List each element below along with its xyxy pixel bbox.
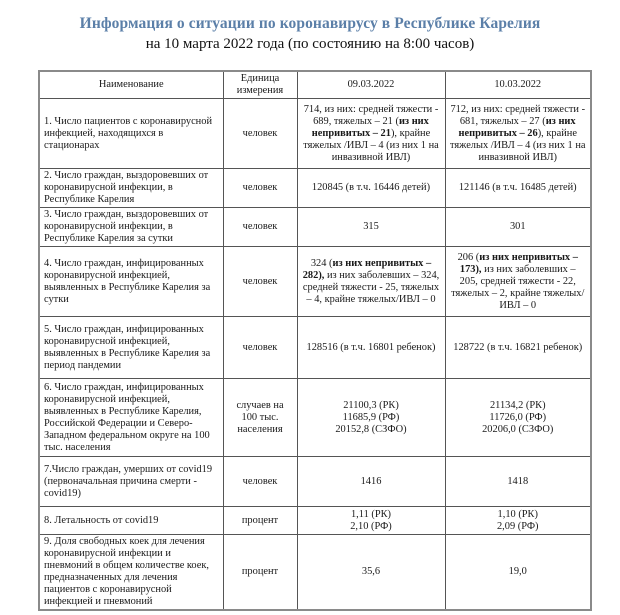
row-value-date-1: 1416 [297,457,445,507]
row-value-date-2: 19,0 [445,535,591,611]
table-row [39,169,591,208]
row-name: 3. Число граждан, выздоровевших от коронавирусной инфекции, в Республике Карелия за сутки [39,208,223,247]
row-unit: человек [223,247,297,317]
row-unit: человек [223,317,297,379]
row-value-date-2: 1418 [445,457,591,507]
document-subtitle: на 10 марта 2022 года (по состоянию на 8:00 часов) [145,36,475,52]
table-row [39,379,591,457]
row-unit: процент [223,507,297,535]
row-value-date-2: 121146 (в т.ч. 16485 детей) [445,169,591,208]
row-value-date-2: 301 [445,208,591,247]
header-date-1: 09.03.2022 [297,71,445,99]
document-title: Информация о ситуации по коронавирусу в Республике Карелия [79,15,541,32]
table-header-row [39,71,591,99]
table-row [39,247,591,317]
row-unit: случаев на 100 тыс. населения [223,379,297,457]
row-unit: человек [223,208,297,247]
header-name: Наименование [39,71,223,99]
table-row [39,317,591,379]
row-name: 6. Число граждан, инфицированных коронавирусной инфекцией, выявленных в Республике Карелия, Российской Федерации и Северо-Западном федеральном округе на 100 тыс. населения [39,379,223,457]
row-value-date-1: 21100,3 (РК) 11685,9 (РФ) 20152,8 (СЗФО) [297,379,445,457]
row-name: 5. Число граждан, инфицированных коронавирусной инфекцией, выявленных в Республике Карелия за период пандемии [39,317,223,379]
table-row [39,99,591,169]
row-unit: процент [223,535,297,611]
row-value-date-2: 712, из них: средней тяжести - 681, тяжелых – 27 (из них непривитых – 26), крайне тяжелых /ИВЛ – 4 (из них 1 на инвазивной ИВЛ) [445,99,591,169]
row-value-date-2: 128722 (в т.ч. 16821 ребенок) [445,317,591,379]
table-row [39,535,591,611]
row-value-date-1: 128516 (в т.ч. 16801 ребенок) [297,317,445,379]
covid-statistics-table [38,70,592,611]
row-name: 4. Число граждан, инфицированных коронавирусной инфекцией, выявленных в Республике Карелия за сутки [39,247,223,317]
row-value-date-1: 714, из них: средней тяжести - 689, тяжелых – 21 (из них непривитых – 21), крайне тяжелых /ИВЛ – 4 (из них 1 на инвазивной ИВЛ) [297,99,445,169]
row-name: 1. Число пациентов с коронавирусной инфекцией, находящихся в стационарах [39,99,223,169]
row-value-date-1: 35,6 [297,535,445,611]
row-value-date-1: 120845 (в т.ч. 16446 детей) [297,169,445,208]
row-value-date-1: 324 (из них непривитых – 282), из них заболевших – 324, средней тяжести - 25, тяжелых – 4, крайне тяжелых/ИВЛ – 0 [297,247,445,317]
row-value-date-2: 206 (из них непривитых – 173), из них заболевших – 205, средней тяжести - 22, тяжелых – 2, крайне тяжелых/ИВЛ – 0 [445,247,591,317]
row-unit: человек [223,169,297,208]
table-row [39,507,591,535]
header-date-2: 10.03.2022 [445,71,591,99]
header-unit: Единица измерения [223,71,297,99]
row-value-date-1: 315 [297,208,445,247]
row-value-date-2: 1,10 (РК) 2,09 (РФ) [445,507,591,535]
table-row [39,457,591,507]
table-row [39,208,591,247]
row-name: 2. Число граждан, выздоровевших от коронавирусной инфекции, в Республике Карелия [39,169,223,208]
row-unit: человек [223,99,297,169]
row-name: 7.Число граждан, умерших от covid19 (первоначальная причина смерти - covid19) [39,457,223,507]
row-name: 8. Летальность от covid19 [39,507,223,535]
row-name: 9. Доля свободных коек для лечения коронавирусной инфекции и пневмоний в общем количестве коек, предназначенных для лечения пациентов с коронавирусной инфекцией и пневмоний [39,535,223,611]
row-unit: человек [223,457,297,507]
row-value-date-1: 1,11 (РК) 2,10 (РФ) [297,507,445,535]
row-value-date-2: 21134,2 (РК) 11726,0 (РФ) 20206,0 (СЗФО) [445,379,591,457]
